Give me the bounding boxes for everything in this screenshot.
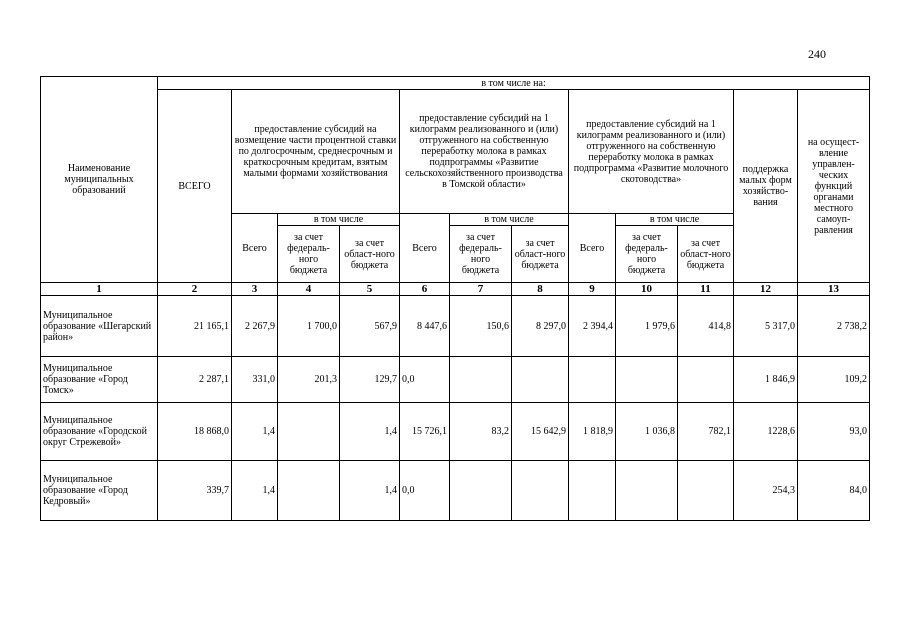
value-cell — [569, 461, 616, 521]
value-cell: 15 726,1 — [400, 403, 450, 461]
column-number-row — [41, 283, 870, 296]
value-cell: 5 317,0 — [734, 296, 798, 357]
value-cell: 1 818,9 — [569, 403, 616, 461]
value-cell: 84,0 — [798, 461, 870, 521]
value-cell: 129,7 — [340, 357, 400, 403]
header-including-on: в том числе на: — [158, 77, 870, 90]
value-cell: 83,2 — [450, 403, 512, 461]
value-cell — [278, 461, 340, 521]
value-cell: 1 979,6 — [616, 296, 678, 357]
table-row — [41, 357, 870, 403]
value-cell: 1 036,8 — [616, 403, 678, 461]
value-cell — [512, 461, 569, 521]
col-number: 11 — [678, 283, 734, 296]
header-g2-federal: за счет федераль-ного бюджета — [450, 226, 512, 283]
value-cell: 1 846,9 — [734, 357, 798, 403]
col-number: 13 — [798, 283, 870, 296]
value-cell: 18 868,0 — [158, 403, 232, 461]
value-cell: 1,4 — [232, 403, 278, 461]
value-cell: 150,6 — [450, 296, 512, 357]
header-g2-regional: за счет област-ного бюджета — [512, 226, 569, 283]
value-cell: 782,1 — [678, 403, 734, 461]
header-name: Наименование муниципальных образований — [41, 77, 158, 283]
budget-table — [40, 76, 870, 521]
value-cell: 1,4 — [232, 461, 278, 521]
value-cell — [512, 357, 569, 403]
header-group1: предоставление субсидий на возмещение части процентной ставки по долгосрочным, среднесрочным и краткосрочным кредитам, взятым малыми формами хозяйствования — [232, 90, 400, 214]
value-cell: 567,9 — [340, 296, 400, 357]
col-number: 7 — [450, 283, 512, 296]
value-cell: 109,2 — [798, 357, 870, 403]
header-g1-total: Всего — [232, 214, 278, 283]
value-cell — [450, 357, 512, 403]
col-number: 5 — [340, 283, 400, 296]
value-cell: 339,7 — [158, 461, 232, 521]
header-g1-regional: за счет област-ного бюджета — [340, 226, 400, 283]
header-g1-including: в том числе — [278, 214, 400, 226]
value-cell — [616, 461, 678, 521]
col-number: 12 — [734, 283, 798, 296]
value-cell: 1 700,0 — [278, 296, 340, 357]
value-cell: 2 738,2 — [798, 296, 870, 357]
municipality-name: Муниципальное образование «Шегарский район» — [41, 296, 158, 357]
municipality-name: Муниципальное образование «Город Кедровый» — [41, 461, 158, 521]
value-cell: 21 165,1 — [158, 296, 232, 357]
col-number: 2 — [158, 283, 232, 296]
value-cell: 201,3 — [278, 357, 340, 403]
header-g2-total: Всего — [400, 214, 450, 283]
value-cell — [616, 357, 678, 403]
header-g3-total: Всего — [569, 214, 616, 283]
value-cell: 1,4 — [340, 461, 400, 521]
header-g1-federal: за счет федераль-ного бюджета — [278, 226, 340, 283]
col-number: 1 — [41, 283, 158, 296]
value-cell: 1228,6 — [734, 403, 798, 461]
municipality-name: Муниципальное образование «Городской округ Стрежевой» — [41, 403, 158, 461]
table-row — [41, 403, 870, 461]
col-number: 6 — [400, 283, 450, 296]
header-total: ВСЕГО — [158, 90, 232, 283]
page-number: 240 — [808, 47, 826, 61]
header-support: поддержка малых форм хозяйство-вания — [734, 90, 798, 283]
header-g3-federal: за счет федераль-ного бюджета — [616, 226, 678, 283]
value-cell: 8 297,0 — [512, 296, 569, 357]
value-cell — [450, 461, 512, 521]
value-cell: 414,8 — [678, 296, 734, 357]
value-cell: 93,0 — [798, 403, 870, 461]
value-cell — [278, 403, 340, 461]
col-number: 4 — [278, 283, 340, 296]
value-cell — [569, 357, 616, 403]
table-row — [41, 296, 870, 357]
value-cell: 2 394,4 — [569, 296, 616, 357]
col-number: 3 — [232, 283, 278, 296]
value-cell: 2 287,1 — [158, 357, 232, 403]
value-cell: 2 267,9 — [232, 296, 278, 357]
value-cell: 254,3 — [734, 461, 798, 521]
header-group3: предоставление субсидий на 1 килограмм реализованного и (или) отгруженного на собственную переработку молока в рамках подпрограмма «Развитие молочного скотоводства» — [569, 90, 734, 214]
col-number: 8 — [512, 283, 569, 296]
header-group2: предоставление субсидий на 1 килограмм реализованного и (или) отгруженного на собственную переработку молока в рамках подпрограммы «Развитие сельскохозяйственного производства в Томской области» — [400, 90, 569, 214]
value-cell: 8 447,6 — [400, 296, 450, 357]
value-cell: 331,0 — [232, 357, 278, 403]
value-cell — [678, 461, 734, 521]
header-g2-including: в том числе — [450, 214, 569, 226]
value-cell: 15 642,9 — [512, 403, 569, 461]
value-cell: 0,0 — [400, 461, 450, 521]
value-cell: 1,4 — [340, 403, 400, 461]
col-number: 10 — [616, 283, 678, 296]
table-row — [41, 461, 870, 521]
value-cell — [678, 357, 734, 403]
header-g3-including: в том числе — [616, 214, 734, 226]
municipality-name: Муниципальное образование «Город Томск» — [41, 357, 158, 403]
header-g3-regional: за счет област-ного бюджета — [678, 226, 734, 283]
header-mgmt: на осущест-вление управлен-ческих функций органами местного самоуп-равления — [798, 90, 870, 283]
value-cell: 0,0 — [400, 357, 450, 403]
col-number: 9 — [569, 283, 616, 296]
